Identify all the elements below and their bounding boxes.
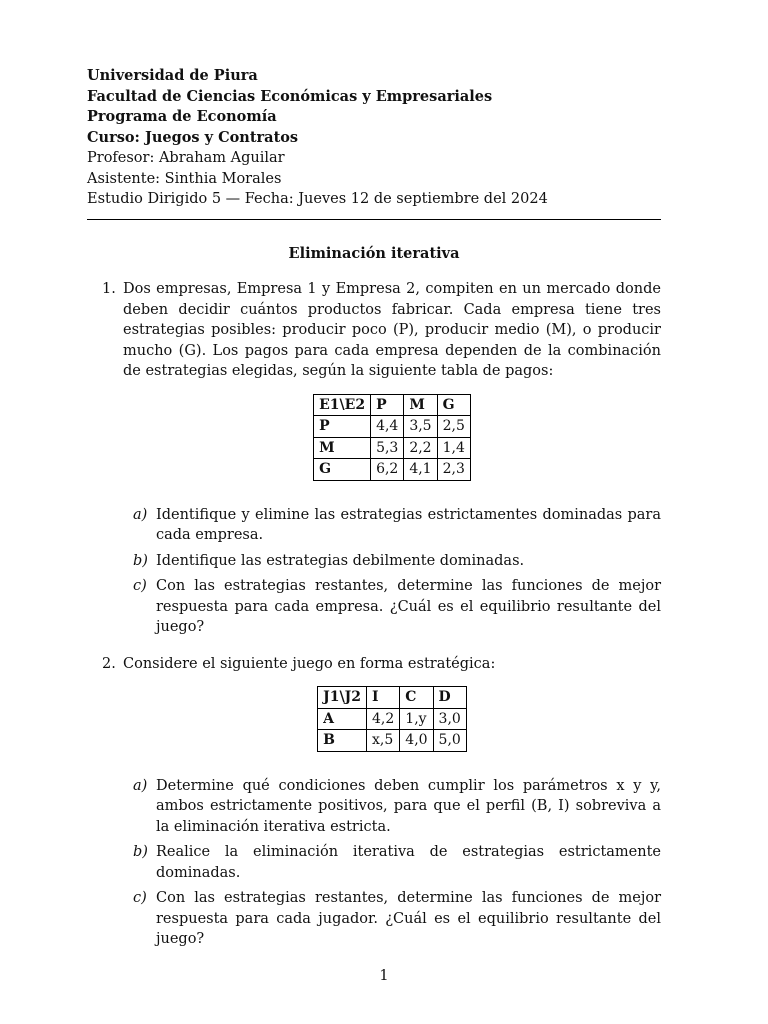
sub-question-label: b)	[133, 552, 148, 569]
sub-question-text: Con las estrategias restantes, determine las funciones de mejor respuesta para cada jugador. ¿Cuál es el equilibrio resultante del juego?	[156, 890, 661, 947]
sub-question	[123, 576, 661, 638]
payoff-cell: 4,0	[400, 730, 433, 752]
table-header-cell: E1\E2	[314, 394, 371, 416]
header-divider	[87, 219, 661, 220]
table-row	[318, 730, 467, 752]
row-strategy-cell: B	[318, 730, 367, 752]
sub-question-label: c)	[133, 890, 147, 906]
problem-1-parts	[87, 505, 661, 638]
payoff-cell: x,5	[367, 730, 400, 752]
table-row	[314, 459, 471, 481]
payoff-cell: 2,3	[437, 459, 470, 481]
problem-2	[87, 654, 661, 752]
table-row	[314, 416, 471, 438]
table-header-cell: M	[404, 394, 437, 416]
sub-question-text: Determine qué condiciones deben cumplir los parámetros x y y, ambos estrictamente positivos, para que el perfil (B, I) sobreviva a la eliminación iterativa estricta.	[156, 777, 661, 835]
sub-question	[123, 776, 661, 838]
sub-question	[123, 888, 661, 950]
sub-question	[123, 505, 661, 546]
program-name: Programa de Economía	[87, 108, 277, 125]
sub-question-text: Realice la eliminación iterativa de estrategias estrictamente dominadas.	[156, 844, 661, 881]
problem-text: Dos empresas, Empresa 1 y Empresa 2, compiten en un mercado donde deben decidir cuántos productos fabricar. Cada empresa tiene tres estrategias posibles: producir poco (P), producir medio (M), o producir mucho (G). Los pagos para cada empresa dependen de la combinación de estrategias elegidas, según la siguiente tabla de pagos:	[123, 281, 661, 379]
table-header-cell: C	[400, 687, 433, 709]
payoff-table	[317, 686, 467, 752]
problem-number: 1.	[102, 281, 116, 297]
payoff-cell: 5,3	[371, 437, 404, 459]
university-name: Universidad de Piura	[87, 67, 258, 84]
sub-question-label: a)	[133, 777, 148, 794]
row-strategy-cell: A	[318, 708, 367, 730]
payoff-cell: 4,1	[404, 459, 437, 481]
payoff-cell: 4,2	[367, 708, 400, 730]
table-header-cell: P	[371, 394, 404, 416]
sub-question-label: b)	[133, 844, 148, 860]
course-name: Curso: Juegos y Contratos	[87, 128, 299, 146]
table-header-cell: J1\J2	[318, 687, 367, 709]
payoff-cell: 1,4	[437, 437, 470, 459]
assistant-line: Asistente: Sinthia Morales	[87, 170, 282, 187]
professor-line: Profesor: Abraham Aguilar	[87, 150, 285, 166]
payoff-cell: 1,y	[400, 708, 433, 730]
table-header-row	[314, 394, 471, 416]
sub-question-text: Identifique y elimine las estrategias estrictamentes dominadas para cada empresa.	[156, 506, 661, 543]
row-strategy-cell: M	[314, 437, 371, 459]
problem-2-parts	[87, 776, 661, 950]
sub-question-label: c)	[133, 578, 147, 594]
faculty-name: Facultad de Ciencias Económicas y Empresariales	[87, 87, 493, 105]
sub-question	[123, 842, 661, 883]
table-header-cell: I	[367, 687, 400, 709]
sub-question-text: Con las estrategias restantes, determine las funciones de mejor respuesta para cada empresa. ¿Cuál es el equilibrio resultante del juego?	[156, 578, 661, 635]
payoff-cell: 6,2	[371, 459, 404, 481]
payoff-cell: 2,2	[404, 437, 437, 459]
table-header-row	[318, 687, 467, 709]
page-number: 1	[379, 968, 389, 984]
problem-text: Considere el siguiente juego en forma estratégica:	[123, 655, 496, 672]
document-header	[87, 66, 661, 210]
table-row	[314, 437, 471, 459]
row-strategy-cell: G	[314, 459, 371, 481]
payoff-cell: 3,5	[404, 416, 437, 438]
payoff-cell: 5,0	[433, 730, 466, 752]
problem-number: 2.	[102, 655, 116, 672]
study-date-line: Estudio Dirigido 5 — Fecha: Jueves 12 de septiembre del 2024	[87, 191, 548, 207]
table-header-cell: D	[433, 687, 466, 709]
payoff-cell: 2,5	[437, 416, 470, 438]
table-header-cell: G	[437, 394, 470, 416]
payoff-cell: 4,4	[371, 416, 404, 438]
document-page	[87, 66, 661, 955]
problem-1	[87, 279, 661, 481]
sub-question-text: Identifique las estrategias debilmente dominadas.	[156, 552, 525, 569]
sub-question-label: a)	[133, 506, 148, 523]
payoff-table	[313, 394, 471, 481]
payoff-cell: 3,0	[433, 708, 466, 730]
row-strategy-cell: P	[314, 416, 371, 438]
sub-question	[123, 551, 661, 572]
table-row	[318, 708, 467, 730]
section-title: Eliminación iterativa	[288, 244, 460, 262]
